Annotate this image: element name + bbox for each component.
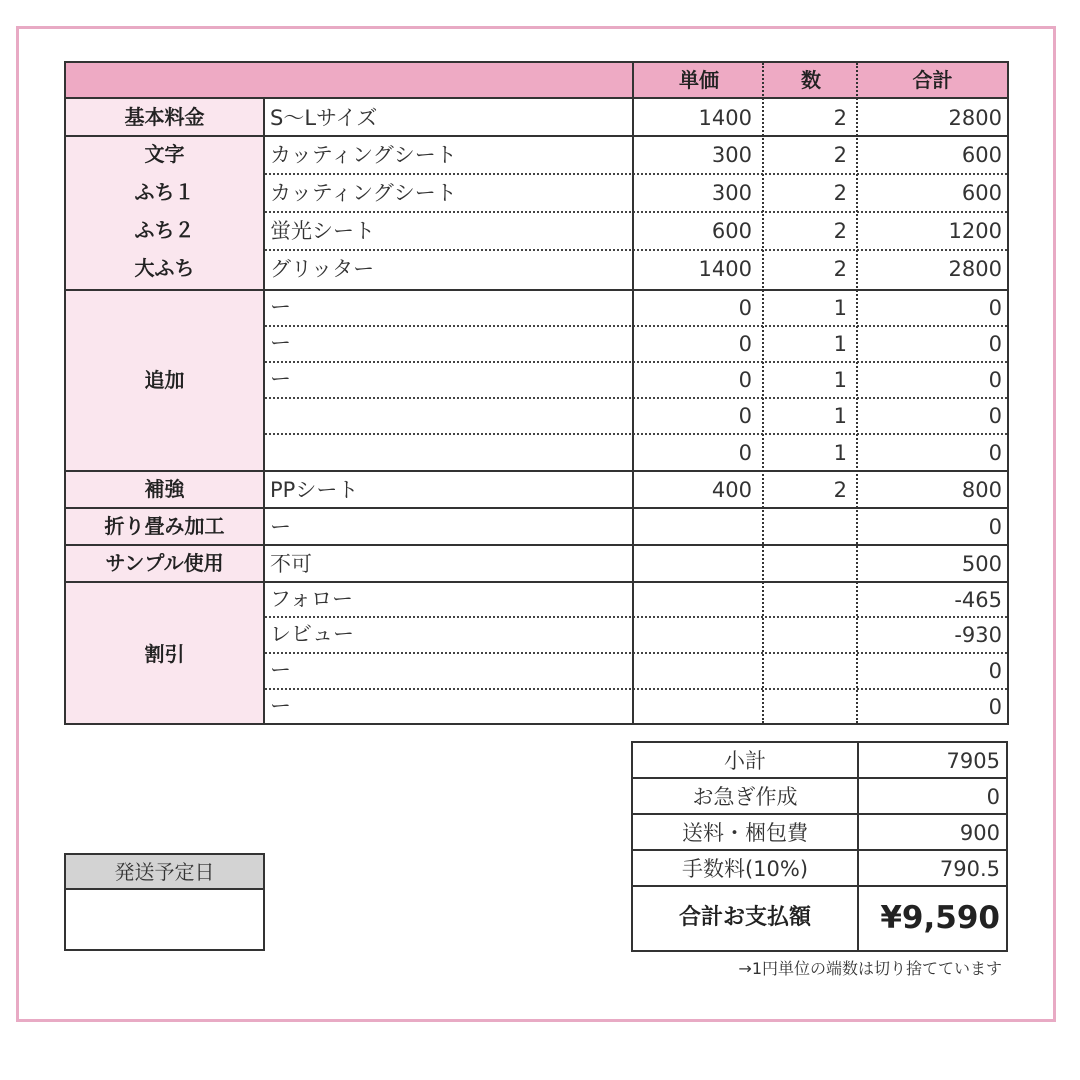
item-name: 不可 <box>270 552 312 576</box>
row-total: 0 <box>988 296 1002 320</box>
ship-date-label: 発送予定日 <box>66 855 263 890</box>
category-discount <box>66 582 265 723</box>
category-label: 割引 <box>144 642 185 666</box>
quantity <box>762 582 847 619</box>
quantity: 2 <box>833 143 847 167</box>
item-name: ー <box>270 694 291 718</box>
item-name: グリッター <box>270 257 375 281</box>
grand-total-value: ¥9,590 <box>880 900 1000 936</box>
item-name: ー <box>270 367 291 391</box>
unit-price <box>632 617 752 654</box>
category-reinforce <box>66 471 265 508</box>
summary-row-subtotal <box>633 743 1006 779</box>
summary-table <box>631 741 1008 952</box>
category-label: ふち１ <box>134 180 195 204</box>
unit-price <box>632 689 752 726</box>
shipping-value: 900 <box>959 821 1000 845</box>
row-total: 500 <box>961 552 1002 576</box>
unit-price <box>632 582 752 619</box>
category-label: 補強 <box>144 477 185 501</box>
quantity: 2 <box>833 181 847 205</box>
row-total: 2800 <box>948 257 1002 281</box>
quantity: 1 <box>833 332 847 356</box>
unit-price <box>632 653 752 690</box>
row-total: 600 <box>961 143 1002 167</box>
item-name: カッティングシート <box>270 181 457 205</box>
unit-price: 0 <box>738 296 752 320</box>
category-label: 大ふち <box>134 256 195 280</box>
table-row <box>265 434 1007 470</box>
ship-date-box <box>64 853 265 951</box>
row-total: 600 <box>961 181 1002 205</box>
table-row <box>265 250 1007 287</box>
summary-row-rush <box>633 779 1006 815</box>
subtotal-value: 7905 <box>946 749 1000 773</box>
item-name: ー <box>270 295 291 319</box>
row-total: 0 <box>988 695 1002 719</box>
table-row <box>265 508 1007 545</box>
item-name: S〜Lサイズ <box>270 106 378 130</box>
unit-price <box>632 545 752 582</box>
price-table <box>64 61 1009 725</box>
quantity: 1 <box>833 441 847 465</box>
grand-total-label: 合計お支払額 <box>678 905 811 930</box>
quantity <box>762 617 847 654</box>
quantity: 2 <box>833 478 847 502</box>
table-row <box>265 290 1007 325</box>
row-total: 0 <box>988 404 1002 428</box>
header-total: 合計 <box>912 68 953 92</box>
shipping-label: 送料・梱包費 <box>682 821 808 845</box>
table-row <box>265 136 1007 173</box>
item-name: 蛍光シート <box>270 219 375 243</box>
table-row <box>265 174 1007 211</box>
category-label: ふち２ <box>134 218 195 242</box>
unit-price: 400 <box>711 478 752 502</box>
category-label: 基本料金 <box>124 105 205 129</box>
unit-price: 300 <box>711 143 752 167</box>
header-unit-price: 単価 <box>679 68 719 92</box>
quantity <box>762 508 847 545</box>
row-total: 0 <box>988 332 1002 356</box>
category-basic <box>66 99 265 136</box>
row-total: 0 <box>988 368 1002 392</box>
category-label: 折り畳み加工 <box>104 514 225 538</box>
category-additional <box>66 290 265 471</box>
item-name: フォロー <box>270 587 353 611</box>
row-total: 1200 <box>948 219 1002 243</box>
item-name: ー <box>270 658 291 682</box>
category-folding <box>66 508 265 545</box>
rush-label: お急ぎ作成 <box>692 785 798 809</box>
quantity: 1 <box>833 404 847 428</box>
quantity: 1 <box>833 368 847 392</box>
unit-price: 600 <box>711 219 752 243</box>
unit-price: 1400 <box>698 257 752 281</box>
row-total: 0 <box>988 441 1002 465</box>
quantity <box>762 653 847 690</box>
item-name: レビュー <box>270 622 354 646</box>
category-label: サンプル使用 <box>105 551 224 575</box>
row-total: -930 <box>954 623 1002 647</box>
table-row <box>265 362 1007 397</box>
table-row <box>265 617 1007 652</box>
rounding-note: →1円単位の端数は切り捨てています <box>738 959 1002 978</box>
table-row <box>265 689 1007 723</box>
row-total: -465 <box>954 588 1002 612</box>
row-total: 800 <box>961 478 1002 502</box>
unit-price <box>632 508 752 545</box>
row-total: 0 <box>988 659 1002 683</box>
category-label: 追加 <box>144 368 185 392</box>
item-name: ー <box>270 331 291 355</box>
summary-row-fee <box>633 851 1006 887</box>
table-row <box>265 212 1007 249</box>
quantity: 2 <box>833 257 847 281</box>
fee-label: 手数料(10%) <box>681 857 809 881</box>
item-name: ー <box>270 515 291 539</box>
table-row <box>265 471 1007 508</box>
summary-row-grand-total <box>633 885 1006 952</box>
quantity: 2 <box>833 106 847 130</box>
quantity <box>762 545 847 582</box>
ship-date-value[interactable] <box>66 890 263 949</box>
row-total: 0 <box>988 515 1002 539</box>
table-row <box>265 545 1007 582</box>
unit-price: 0 <box>738 441 752 465</box>
category-materials <box>66 136 265 290</box>
quantity: 1 <box>833 296 847 320</box>
table-row <box>265 582 1007 616</box>
summary-row-shipping <box>633 815 1006 851</box>
quantity: 2 <box>833 219 847 243</box>
unit-price: 300 <box>711 181 752 205</box>
unit-price: 0 <box>738 332 752 356</box>
table-row <box>265 99 1007 136</box>
table-header <box>66 63 1007 99</box>
table-row <box>265 326 1007 361</box>
rush-value: 0 <box>986 785 1000 809</box>
fee-value: 790.5 <box>939 857 1000 881</box>
category-label: 文字 <box>144 142 185 166</box>
header-quantity: 数 <box>801 68 821 92</box>
table-row <box>265 653 1007 688</box>
subtotal-label: 小計 <box>724 749 766 773</box>
category-sample <box>66 545 265 582</box>
row-total: 2800 <box>948 106 1002 130</box>
item-name: PPシート <box>270 478 359 502</box>
quantity <box>762 689 847 726</box>
unit-price: 1400 <box>698 106 752 130</box>
unit-price: 0 <box>738 404 752 428</box>
table-row <box>265 398 1007 433</box>
item-name: カッティングシート <box>270 143 457 167</box>
unit-price: 0 <box>738 368 752 392</box>
